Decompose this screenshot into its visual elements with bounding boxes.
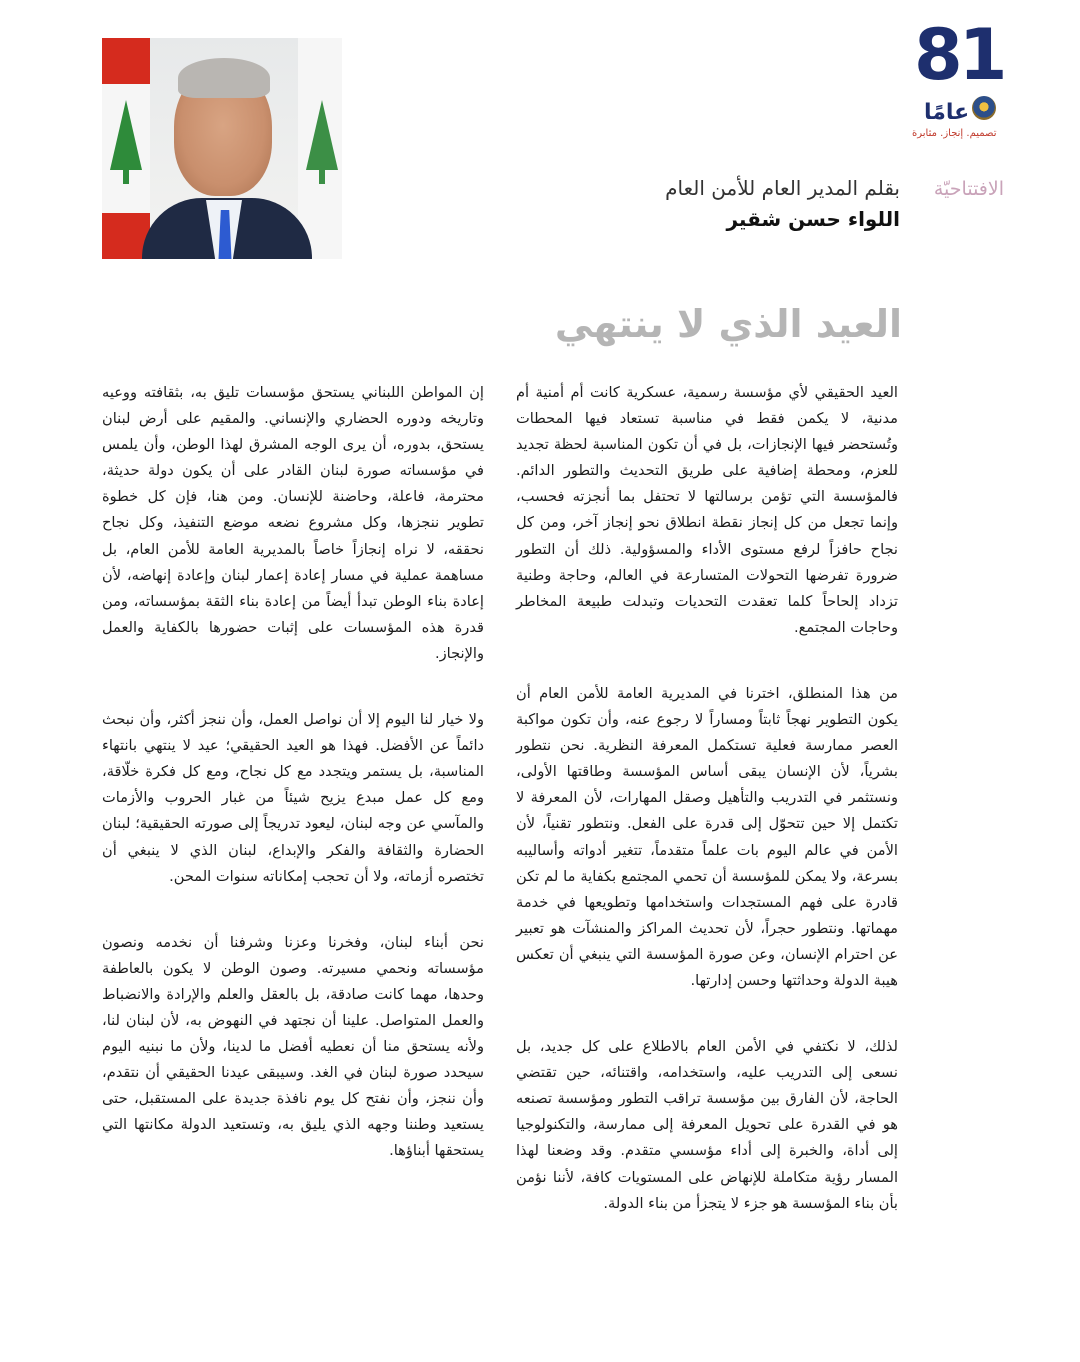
section-label: الافتتاحيّة [933, 178, 1004, 200]
anniversary-logo [912, 14, 1004, 146]
paragraph: العيد الحقيقي لأي مؤسسة رسمية، عسكرية كانت أم أمنية أم مدنية، لا يكمن فقط في مناسبة تستعاد فيها المحطات وتُستحضر فيها الإنجازات، بل في أن تكون المناسبة لحظة تجديد للعزم، ومحطة إضافية على طريق التحديث والتطور الدائم. فالمؤسسة التي تؤمن برسالتها لا تحتفل بما أنجزته فحسب، وإنما تجعل من كل إنجاز نقطة انطلاق نحو إنجاز آخر، ومن كل نجاح حافزاً لرفع مستوى الأداء والمسؤولية. ذلك أن التطور ضرورة تفرضها التحولات المتسارعة في العالم، وحاجة وطنية تزداد إلحاحاً كلما تعقدت التحديات وتبدلت طبيعة المخاطر وحاجات المجتمع. [516, 384, 898, 636]
byline: بقلم المدير العام للأمن العام [665, 176, 900, 200]
paragraph: ولا خيار لنا اليوم إلا أن نواصل العمل، وأن ننجز أكثر، وأن نبحث دائماً عن الأفضل. فهذا هو العيد الحقيقي؛ عيد لا ينتهي بانتهاء المناسبة، بل يستمر ويتجدد مع كل نجاح، ومع كل فكرة خلّاقة، ومع كل عمل مبدع يزيح شيئاً من غبار الحروب والأزمات والمآسي عن وجه لبنان، ليعود تدريجاً إلى صورته الحقيقية؛ لبنان الحضارة والثقافة والفكر والإبداع، لبنان الذي لا ينبغي أن تختصره أزماته، ولا أن تحجب إمكاناته سنوات المحن. [102, 711, 484, 885]
lebanon-flag-right [298, 38, 342, 259]
author-photo [102, 38, 342, 259]
article-column-left [102, 380, 484, 1205]
paragraph: من هذا المنطلق، اخترنا في المديرية العامة للأمن العام أن يكون التطوير نهجاً ثابتاً ومساراً لا رجوع عنه، وأن تكون مواكبة العصر ممارسة فعلية تستكمل المعرفة النظرية. نحن نتطور بشرياً، لأن الإنسان يبقى أساس المؤسسة وطاقتها الأولى، ونستثمر في التدريب والتأهيل وصقل المهارات، لأن المعرفة لا تكتمل إلا حين تتحوّل إلى قدرة على الفعل. ونتطور تقنياً، لأن الأمن في عالم اليوم بات علماً متقدماً، تتغير أدواته وأساليبه بسرعة، ولا يمكن للمؤسسة أن تحمي المجتمع بكفاية ما لم تكن قادرة على فهم المستجدات واستخدامها وتطويعها في خدمة مهماتها. ونتطور حجراً، لأن تحديث المراكز والمنشآت هو تعبير عن احترام الإنسان، وعن صورة المؤسسة التي ينبغي أن تعكس هيبة الدولة وحداثتها وحسن إدارتها. [516, 684, 898, 989]
lebanon-flag-left [102, 38, 150, 259]
author-name: اللواء حسن شقير [726, 207, 900, 231]
article-column-right [516, 380, 898, 1257]
cedar-icon [108, 100, 144, 190]
general-security-emblem-icon [972, 96, 996, 120]
cedar-icon [304, 100, 340, 190]
paragraph: إن المواطن اللبناني يستحق مؤسسات تليق به، بثقافته ووعيه وتاريخه ودوره الحضاري والإنساني. والمقيم على أرض لبنان يستحق، بدوره، أن يرى الوجه المشرق لهذا الوطن، وأن يلمس في مؤسساته صورة لبنان القادر على أن يكون دولة حديثة، محترمة، فاعلة، وحاضنة للإنسان. ومن هنا، فإن كل خطوة تطوير ننجزها، وكل مشروع نضعه موضع التنفيذ، وكل نجاح نحققه، لا نراه إنجازاً خاصاً بالمديرية العامة للأمن العام، بل مساهمة عملية في مسار إعادة إعمار لبنان وإعادة إنهاضه، لأن إعادة بناء الوطن تبدأ أيضاً من إعادة بناء الثقة بمؤسساته، ومن قدرة هذه المؤسسات على إثبات حضورها بالكفاية والعمل والإنجاز. [102, 384, 484, 662]
logo-word: عامًا [924, 100, 970, 125]
logo-number: 81 [914, 14, 1004, 96]
paragraph: لذلك، لا نكتفي في الأمن العام بالاطلاع على كل جديد، بل نسعى إلى التدريب عليه، واستخدامه، واقتنائه، حين تقتضي الحاجة، لأن الفارق بين مؤسسة تراقب التطور ومؤسسة تصنعه هو في القدرة على تحويل المعرفة إلى ممارسة، والتكنولوجيا إلى أداة، والخبرة إلى أداء مؤسسي متقدم. وقد وضعنا لهذا المسار رؤية متكاملة للإنهاض على المستويات كافة، لأننا نؤمن بأن بناء المؤسسة هو جزء لا يتجزأ من بناء الدولة. [516, 1038, 898, 1212]
paragraph: نحن أبناء لبنان، وفخرنا وعزنا وشرفنا أن نخدمه ونصون مؤسساته ونحمي مسيرته. وصون الوطن لا يكون بالعاطفة وحدها، مهما كانت صادقة، بل بالعقل والعلم والإرادة والانضباط والعمل المتواصل. علينا أن نجتهد في النهوض به، لأن لبنان لنا، ولأنه يستحق منا أن نعطيه أفضل ما لدينا، ولأن ما نبنيه اليوم سيحدد صورة لبنان في الغد. وسيبقى عيدنا الحقيقي أن نتقدم، وأن ننجز، وأن نفتح كل يوم نافذة جديدة على المستقبل، حتى يستعيد وطننا وجهه الذي يليق به، وتستعيد الدولة مكانتها التي يستحقها أبناؤها. [102, 933, 484, 1160]
logo-tagline: تصميم. إنجاز. مثابرة [912, 128, 997, 139]
article-title: العيد الذي لا ينتهي [554, 302, 902, 346]
